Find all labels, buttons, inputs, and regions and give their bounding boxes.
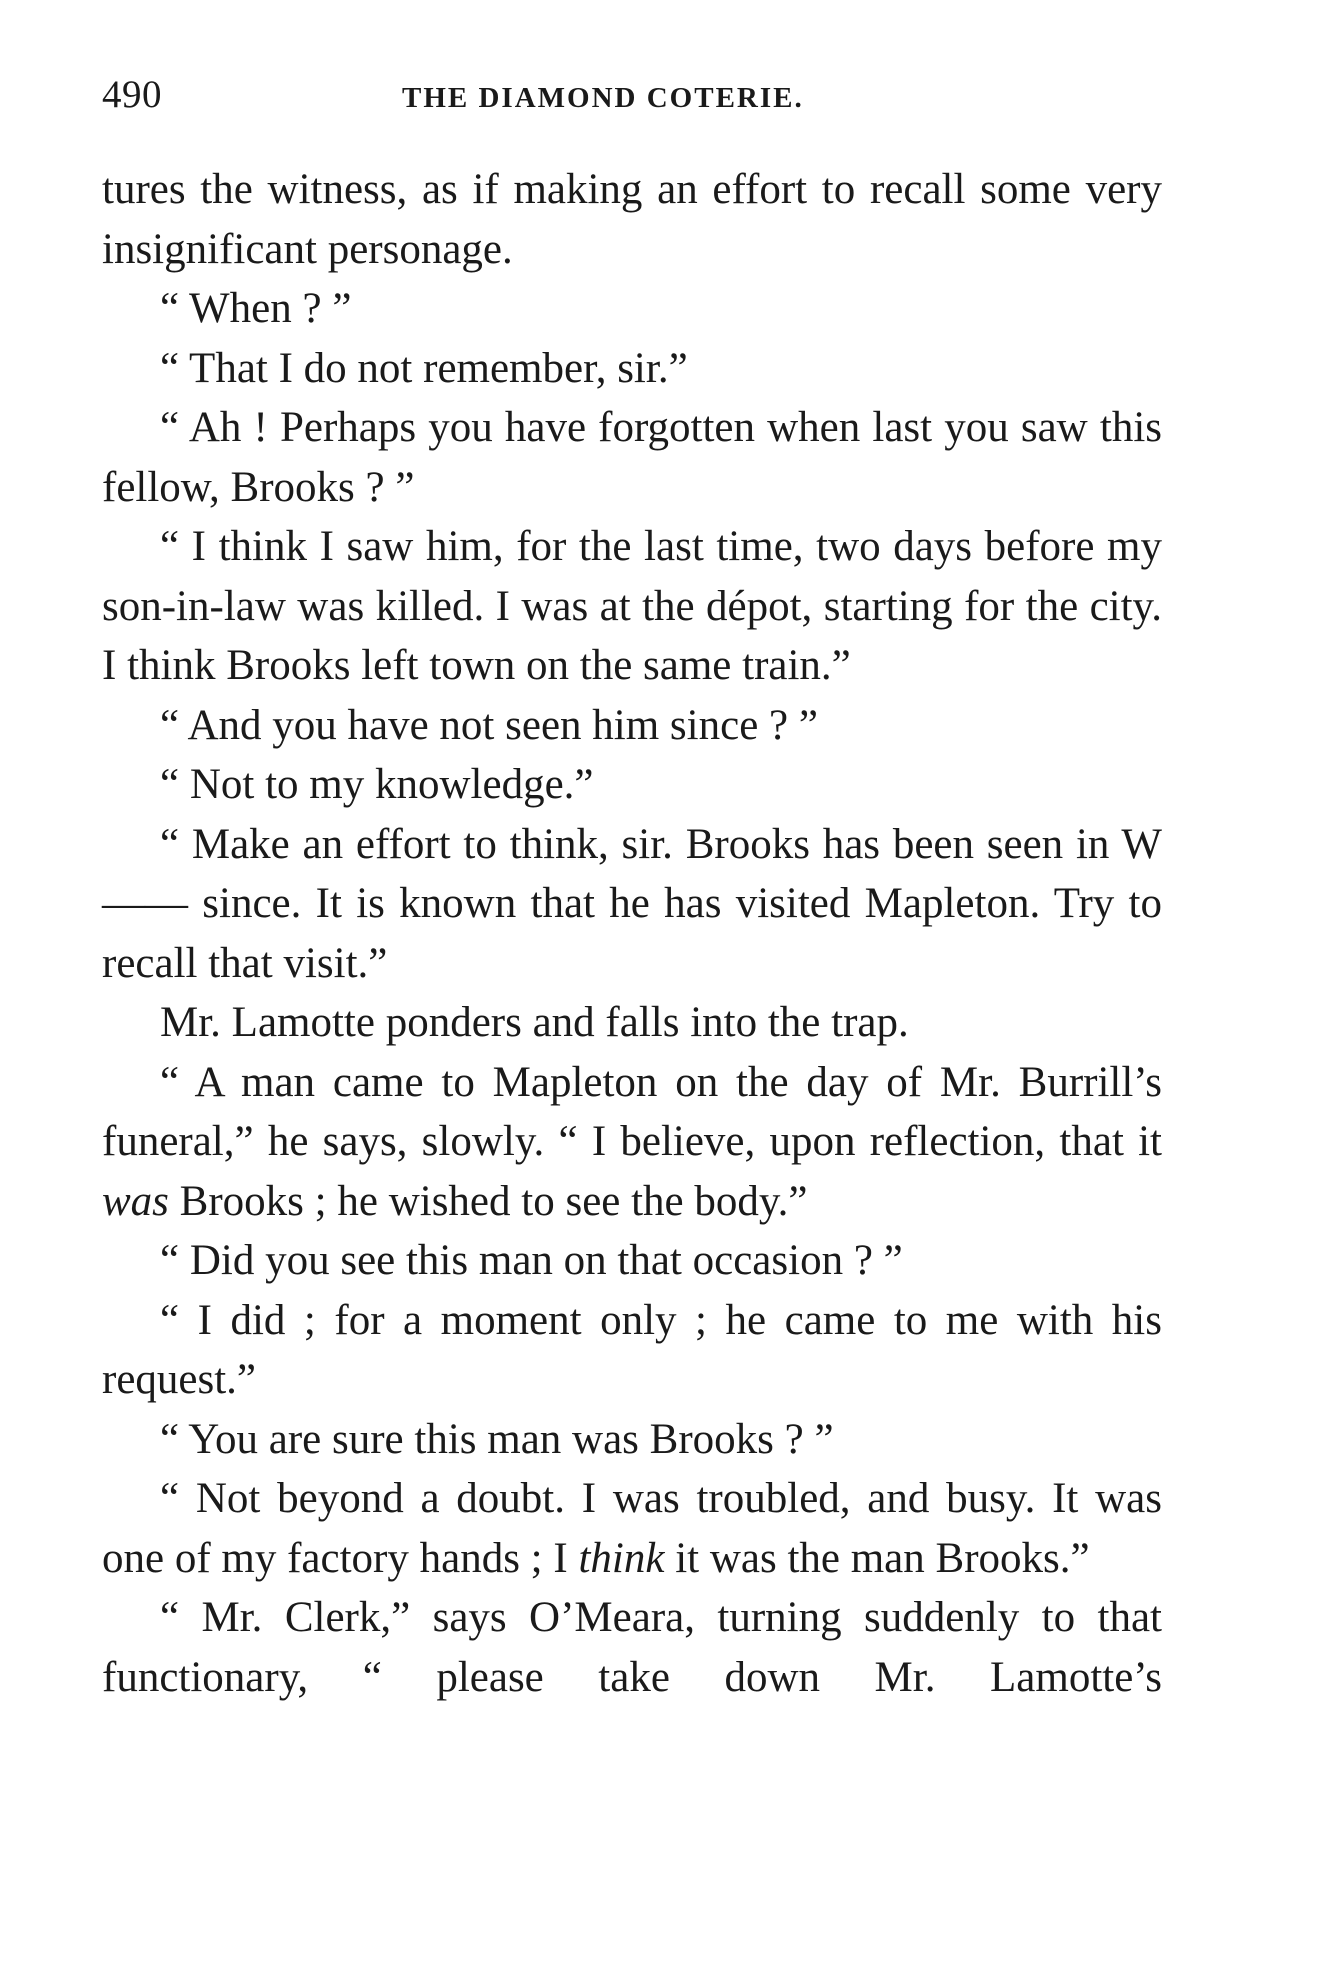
paragraph (102, 1469, 1162, 1588)
text-run: “ Not beyond a doubt. I was troubled, and busy. It was one of my factory hands ; I (102, 1475, 1162, 1582)
paragraph: “ Did you see this man on that occasion ? ” (160, 1237, 903, 1284)
page-header (102, 72, 1162, 122)
text-run: Brooks ; he wished to see the body.” (168, 1177, 808, 1225)
paragraph: “ Not to my knowledge.” (160, 761, 594, 808)
paragraph: “ Make an effort to think, sir. Brooks has been seen in W—— since. It is known that he has visited Mapleton. Try to recall that visit.” (102, 820, 1162, 987)
text-run: “ A man came to Mapleton on the day of Mr. Burrill’s funeral,” he says, slowly. “ I believe, upon reflection, that it (102, 1058, 1162, 1165)
paragraph: “ Ah ! Perhaps you have forgotten when last you saw this fellow, Brooks ? ” (102, 404, 1162, 511)
text-run: it was the man Brooks.” (664, 1534, 1090, 1582)
paragraph: “ That I do not remember, sir.” (160, 344, 688, 392)
paragraph: “ I think I saw him, for the last time, two days before my son-in-law was killed. I was at the dépot, starting for the city. I think Brooks left town on the same train.” (102, 523, 1162, 689)
body-text (102, 160, 1162, 1707)
paragraph: “ I did ; for a moment only ; he came to me with his request.” (102, 1296, 1162, 1403)
italic-emphasis: think (578, 1534, 665, 1582)
paragraph: “ And you have not seen him since ? ” (160, 701, 818, 749)
paragraph: Mr. Lamotte ponders and falls into the trap. (160, 999, 909, 1046)
running-title: THE DIAMOND COTERIE. (402, 82, 804, 114)
paragraph: tures the witness, as if making an effort to recall some very insignificant personage. (102, 166, 1162, 273)
paragraph (102, 1053, 1162, 1232)
paragraph: “ Mr. Clerk,” says O’Meara, turning suddenly to that functionary, “ please take down Mr. Lamotte’s (102, 1594, 1162, 1701)
italic-emphasis: was (102, 1177, 169, 1225)
paragraph: “ When ? ” (160, 285, 352, 332)
paragraph: “ You are sure this man was Brooks ? ” (160, 1415, 834, 1463)
page-number: 490 (102, 73, 162, 116)
